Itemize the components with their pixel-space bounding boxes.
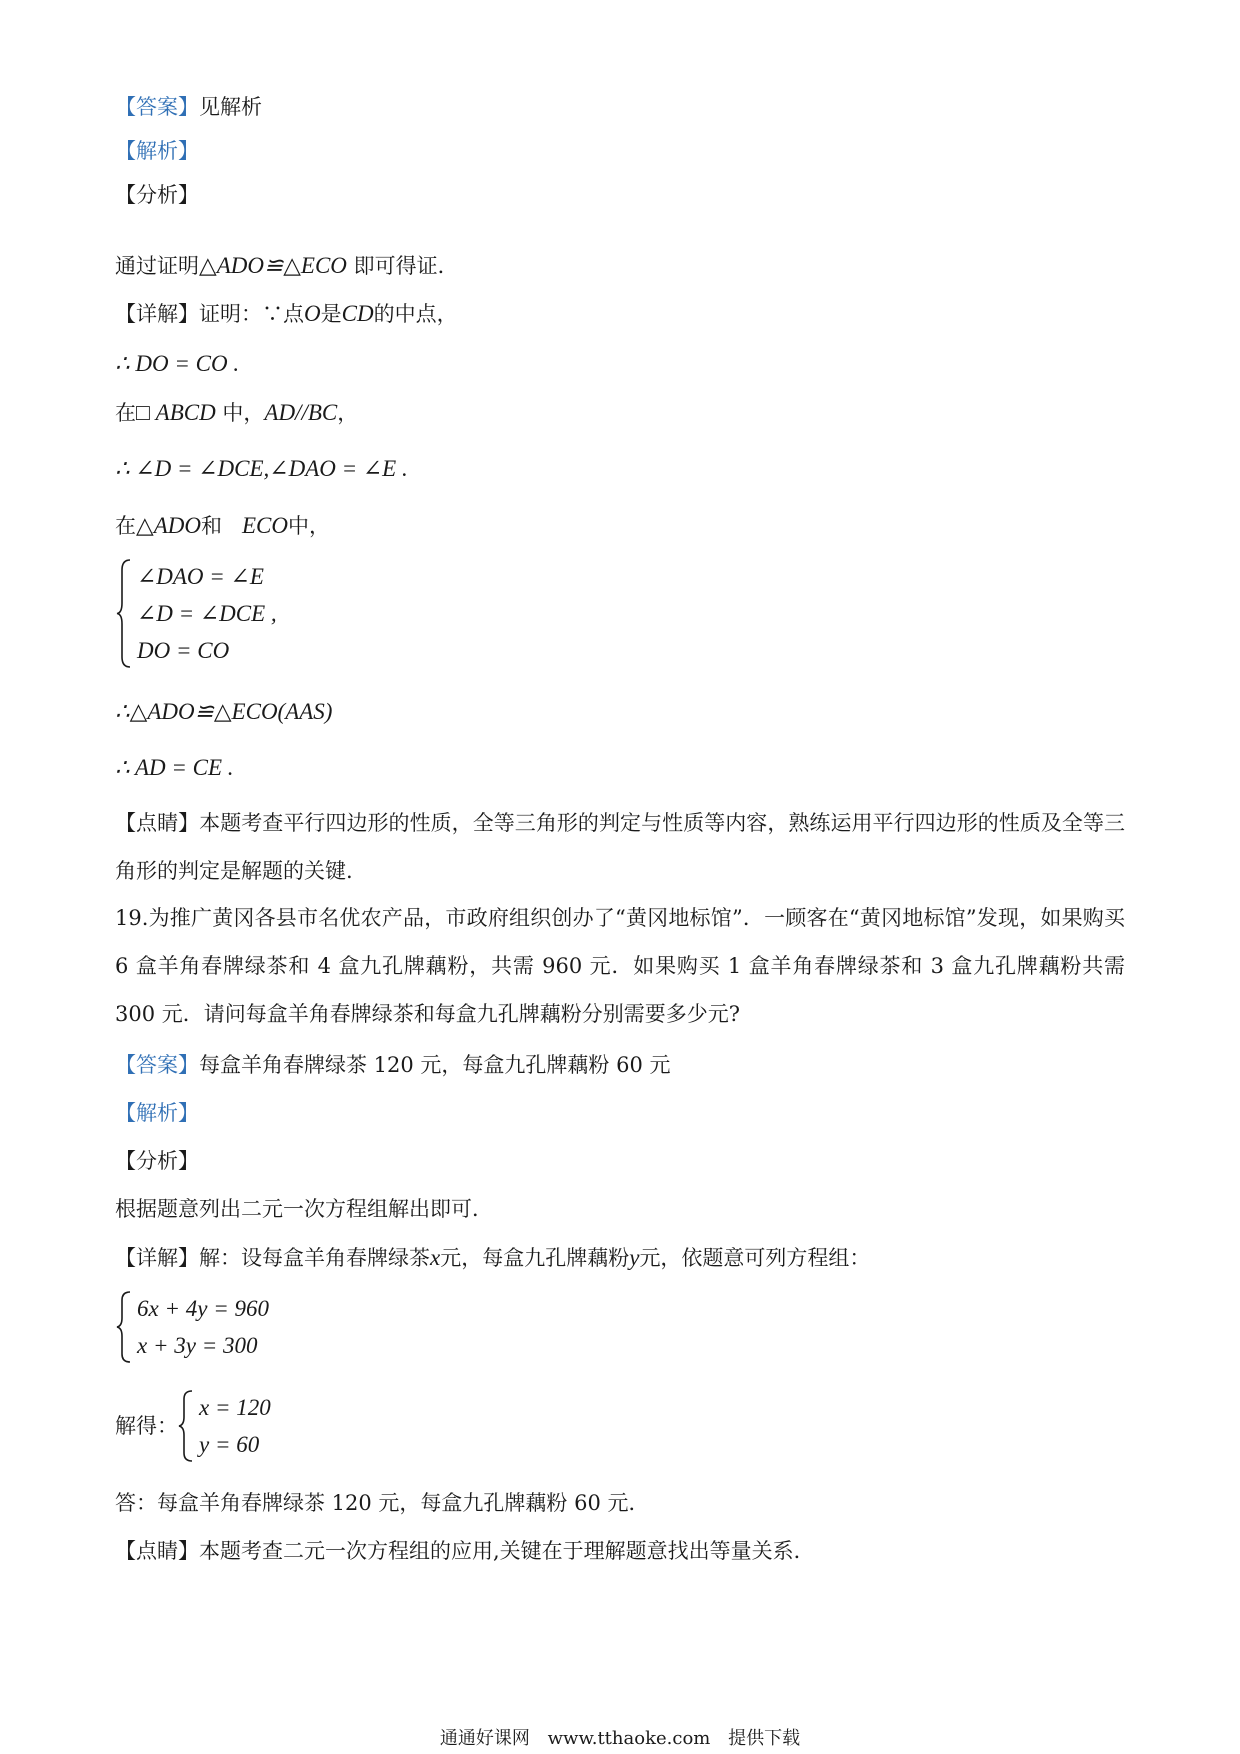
fenxi-text-1 [115,251,459,281]
fenxi-text-start: 通过证明 [115,254,199,278]
fenxi-text: 根据题意列出二元一次方程组解出即可． [115,1197,493,1221]
variable-y: y [629,1245,640,1270]
fenxi-heading-2 [115,1146,199,1176]
fenxi-heading-1 [115,180,199,210]
fenxi-tag: 【分析】 [115,183,199,207]
step-3 [115,454,408,484]
step-4 [115,511,330,541]
step-4-text-a: 在 [115,514,136,538]
answer-tag: 【答案】 [115,1053,199,1077]
step-2 [115,398,358,428]
comment-tag: 【点睛】 [115,811,200,835]
parallel-expression: AD//BC [264,400,338,425]
comment-tag: 【点睛】 [115,1539,199,1563]
answer-tag: 【答案】 [115,95,199,119]
equation-system-1 [115,558,277,669]
final-conclusion: ∴ AD = CE . [115,755,234,780]
detail-line-1 [115,299,458,329]
step-5 [115,697,332,727]
analysis-heading-1 [115,136,199,166]
step-6 [115,753,234,783]
footer-site-name: 通通好课网 [439,1728,530,1749]
question-text: 19.为推广黄冈各县市名优农产品，市政府组织创办了“黄冈地标馆”．一顾客在“黄冈地标馆”发现，如果购买 6 盒羊角春牌绿茶和 4 盒九孔牌藕粉，共需 960 元．如果购买 1 盒羊角春牌绿茶和 3 盒九孔牌藕粉共需 300 元．请问每盒羊角春牌绿茶和每盒九孔牌藕粉分别需要多少元? [115,906,1125,1026]
detail-tag: 【详解】 [115,1246,199,1270]
detail-text-a: 解：设每盒羊角春牌绿茶 [199,1246,430,1270]
comment-paragraph-2 [115,1536,815,1566]
comment-paragraph-1 [115,799,1125,895]
footer-suffix: 提供下载 [728,1728,801,1749]
system-row: x = 120 [199,1395,271,1420]
math-cd: CD [341,301,374,326]
variable-x: x [430,1245,441,1270]
analysis-tag: 【解析】 [115,139,199,163]
math-o: O [304,301,321,326]
footer-url[interactable]: www.tthaoke.com [547,1728,711,1749]
step-3-expression: ∴ ∠D = ∠DCE,∠DAO = ∠E . [115,456,408,481]
final-answer [115,1488,650,1518]
system-row: DO = CO [137,638,230,663]
solution-system [177,1389,271,1463]
step-1 [115,349,239,379]
detail-text-b: 元，每盒九孔牌藕粉 [440,1246,630,1270]
answer-text: 每盒羊角春牌绿茶 120 元，每盒九孔牌藕粉 60 元 [199,1053,671,1077]
left-brace [177,1389,195,1463]
fenxi-text-end: 即可得证． [346,254,459,278]
step-4-text-b: 和 [200,514,222,538]
detail-text-a: 证明：∵点 [199,302,304,326]
detail-text-c: 的中点， [373,302,458,326]
system-row: ∠DAO = ∠E [137,564,264,589]
step-4-text-c: 中， [288,514,330,538]
step-2-text-b: 中， [215,401,265,425]
detail-line-2 [115,1243,870,1273]
step-2-text-c: ， [337,401,359,425]
system-row: ∠D = ∠DCE , [137,601,277,626]
final-answer-text: 答：每盒羊角春牌绿茶 120 元，每盒九孔牌藕粉 60 元． [115,1491,650,1515]
fenxi-text-2 [115,1194,493,1224]
comment-text: 本题考查平行四边形的性质，全等三角形的判定与性质等内容，熟练运用平行四边形的性质及全等三角形的判定是解题的关键. [115,811,1125,883]
congruence-conclusion: ∴△ADO≌△ECO(AAS) [115,699,333,724]
page-footer [0,1727,1240,1751]
answer-line-1 [115,92,262,122]
step-1-expression: ∴ DO = CO . [115,351,240,376]
left-brace [115,558,133,669]
step-2-text-a: 在 [115,401,136,425]
question-19 [115,894,1125,1038]
system-row: 6x + 4y = 960 [137,1296,269,1321]
equation-system-2 [115,1290,269,1364]
analysis-heading-2 [115,1098,199,1128]
congruence-expression: △ADO≌△ECO [199,253,347,278]
detail-text-c: 元，依题意可列方程组： [639,1246,871,1270]
fenxi-tag: 【分析】 [115,1149,199,1173]
left-brace [115,1290,133,1364]
detail-tag: 【详解】 [115,302,199,326]
detail-text-b: 是 [320,302,342,326]
triangle-ado: △ADO [136,513,201,538]
triangle-eco: ECO [242,513,288,538]
comment-text: 本题考查二元一次方程组的应用,关键在于理解题意找出等量关系． [199,1539,815,1563]
analysis-tag: 【解析】 [115,1101,199,1125]
system-row: x + 3y = 300 [137,1333,258,1358]
answer-text: 见解析 [199,95,262,119]
answer-line-2 [115,1050,671,1080]
solve-label: 解得： [115,1414,178,1438]
parallelogram-expression: □ ABCD [136,400,216,425]
system-row: y = 60 [199,1432,260,1457]
